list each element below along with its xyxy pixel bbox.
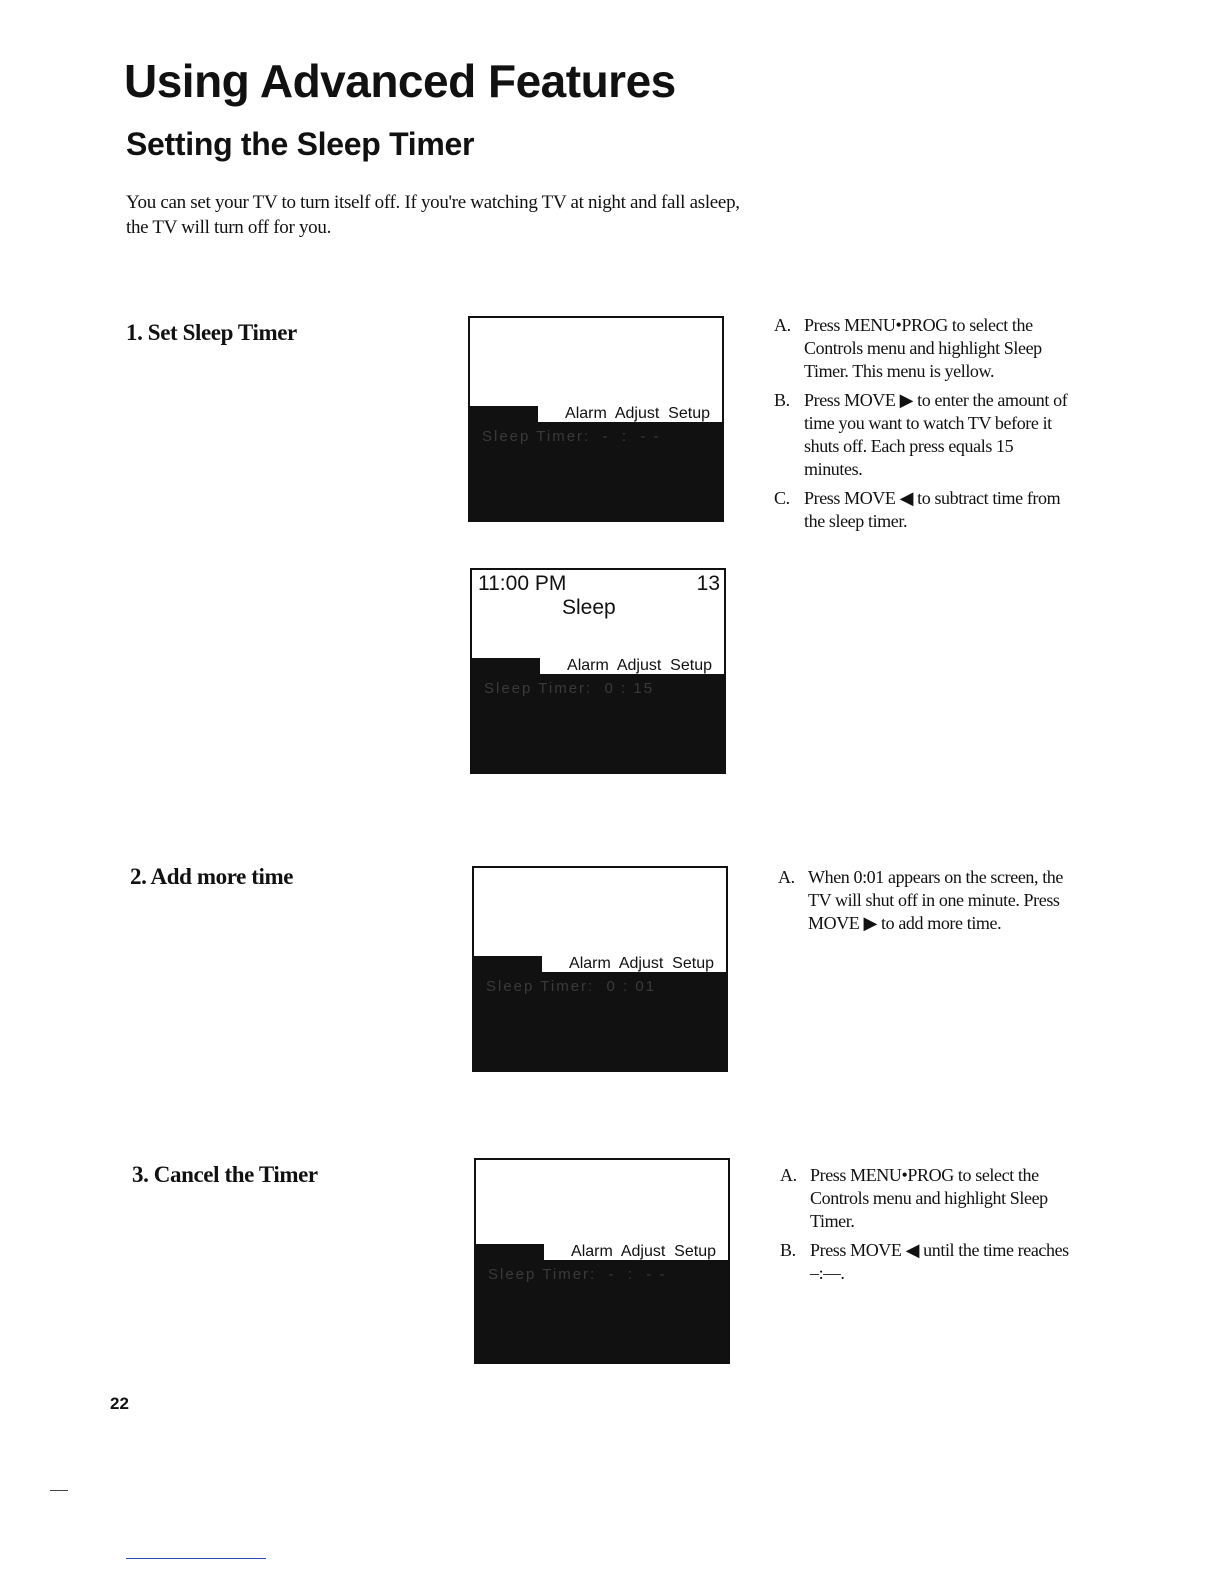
instruction-item: B. Press MOVE ◀ until the time reaches –:––. <box>780 1240 1069 1283</box>
page-number: 22 <box>110 1394 129 1413</box>
menu-bar: Alarm Adjust Setup <box>571 1243 716 1260</box>
step-1-instructions <box>774 314 1074 539</box>
sleep-timer-value: Sleep Timer: - : - - <box>488 1266 667 1283</box>
instruction-item: C. Press MOVE ◀ to subtract time from the sleep timer. <box>774 488 1061 531</box>
step-2-title: 2. Add more time <box>130 864 294 889</box>
sleep-label: Sleep <box>562 596 616 619</box>
menu-panel <box>474 972 726 1070</box>
menu-bar: Alarm Adjust Setup <box>565 405 710 422</box>
menu-panel <box>472 674 724 772</box>
channel-number: 13 <box>696 572 720 595</box>
clock-time: 11:00 PM <box>478 572 567 595</box>
instruction-item: A. Press MENU•PROG to select the Controls menu and highlight Sleep Timer. <box>780 1165 1048 1231</box>
tv-screen-menu-2 <box>472 866 728 1072</box>
menu-bar: Alarm Adjust Setup <box>567 657 712 674</box>
menu-bar: Alarm Adjust Setup <box>569 955 714 972</box>
menu-panel <box>476 1260 728 1362</box>
menu-panel <box>470 422 722 520</box>
margin-mark <box>50 1490 68 1491</box>
instruction-item: B. Press MOVE ▶ to enter the amount of time you want to watch TV before it shuts off. Each press equals 15 minutes. <box>774 390 1068 479</box>
tv-screen-menu-1 <box>468 316 724 522</box>
step-1-title: 1. Set Sleep Timer <box>126 320 297 345</box>
instruction-item: A. When 0:01 appears on the screen, the TV will shut off in one minute. Press MOVE ▶ to add more time. <box>778 867 1063 933</box>
sleep-timer-value: Sleep Timer: 0 : 01 <box>486 978 657 995</box>
step-3-instructions <box>780 1164 1080 1291</box>
tv-screen-sleep <box>470 568 726 774</box>
sleep-timer-value: Sleep Timer: 0 : 15 <box>484 680 655 697</box>
page-title: Using Advanced Features <box>124 55 676 107</box>
step-3-title: 3. Cancel the Timer <box>132 1162 318 1187</box>
sleep-timer-value: Sleep Timer: - : - - <box>482 428 661 445</box>
instruction-item: A. Press MENU•PROG to select the Controls menu and highlight Sleep Timer. This menu is yellow. <box>774 315 1042 381</box>
section-title: Setting the Sleep Timer <box>126 126 475 162</box>
step-2-instructions <box>778 866 1078 941</box>
intro-paragraph: You can set your TV to turn itself off. If you're watching TV at night and fall asleep, the TV will turn off for you. <box>126 192 740 238</box>
bottom-rule <box>126 1558 266 1559</box>
tv-screen-menu-3 <box>474 1158 730 1364</box>
